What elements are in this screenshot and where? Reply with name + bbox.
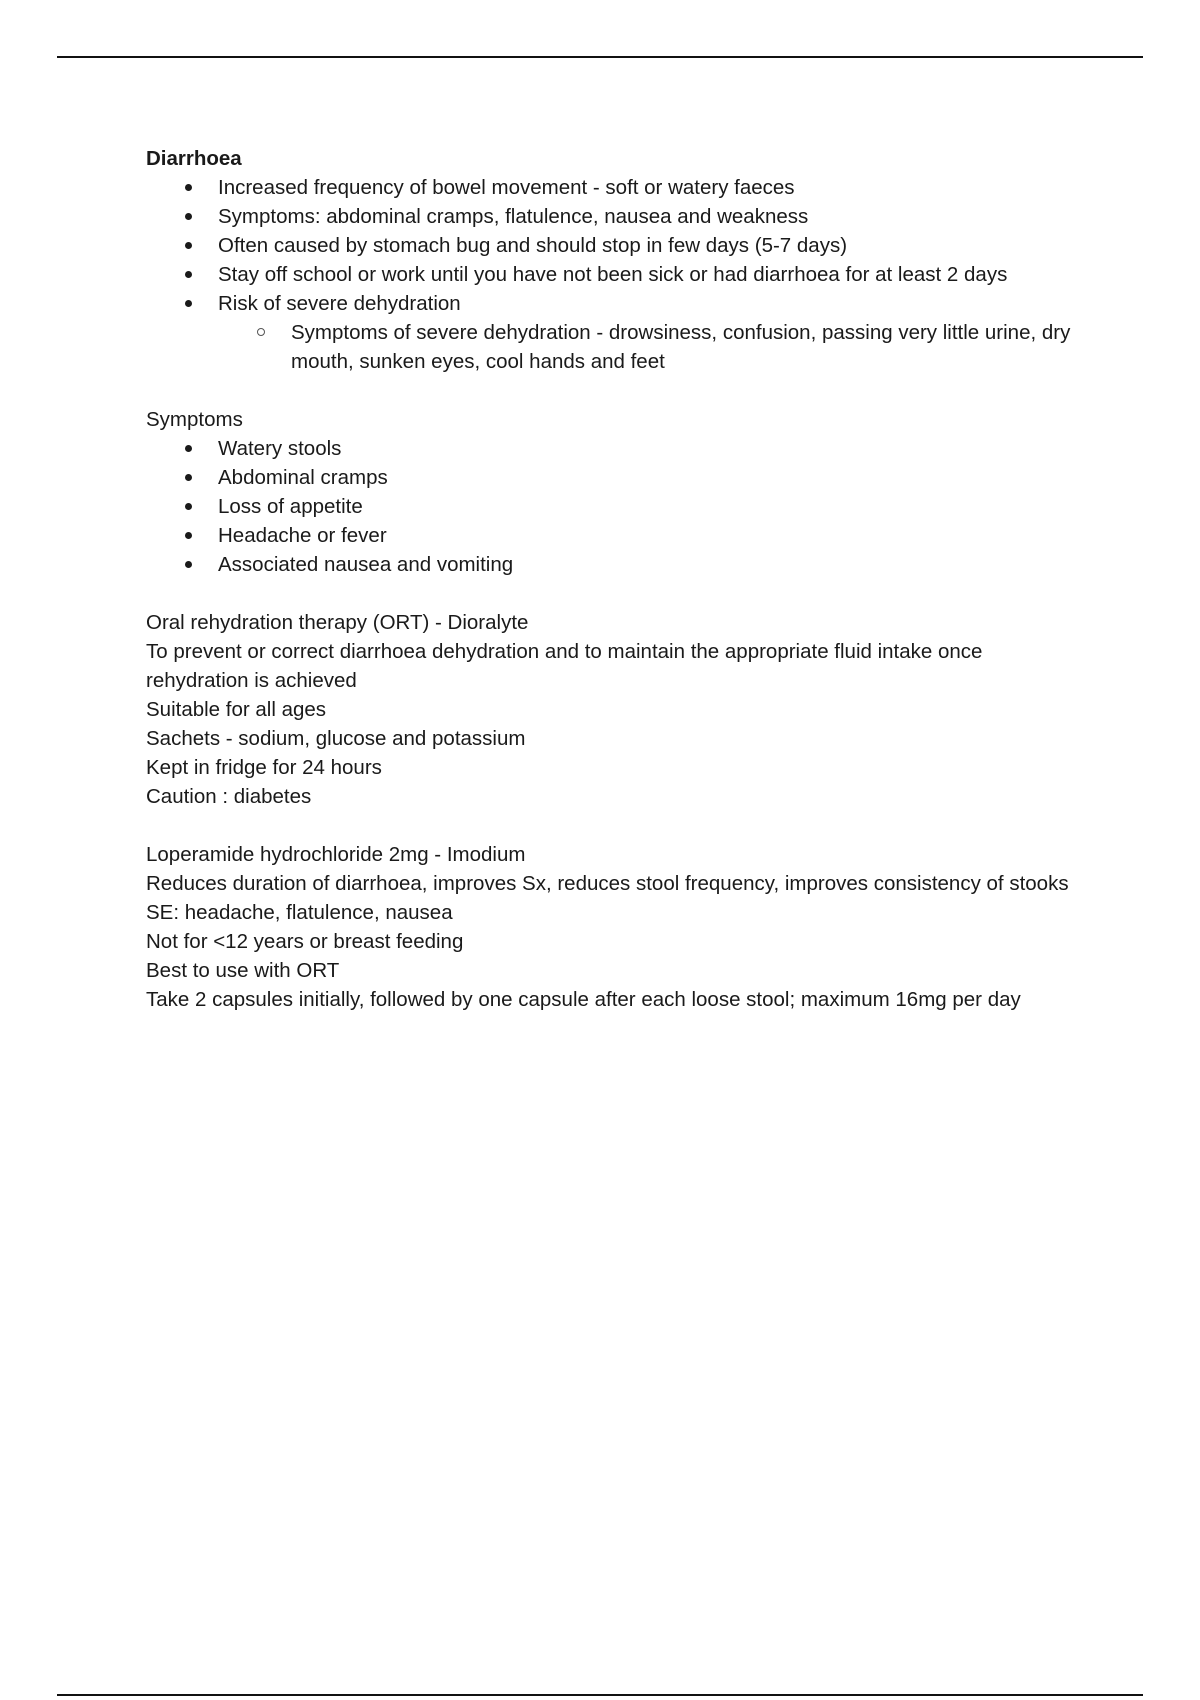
- list-item: Increased frequency of bowel movement - soft or watery faeces: [146, 173, 1086, 202]
- list-item: Often caused by stomach bug and should stop in few days (5-7 days): [146, 231, 1086, 260]
- symptoms-bullet-list: [146, 434, 1086, 579]
- header-rule: [57, 56, 1143, 58]
- list-item: Headache or fever: [146, 521, 1086, 550]
- list-item: Abdominal cramps: [146, 463, 1086, 492]
- ort-line: Kept in fridge for 24 hours: [146, 756, 382, 779]
- list-item: Risk of severe dehydration: [146, 289, 1086, 318]
- diarrhoea-bullet-list: [146, 173, 1086, 318]
- list-item: Symptoms: abdominal cramps, flatulence, nausea and weakness: [146, 202, 1086, 231]
- list-item: Stay off school or work until you have not been sick or had diarrhoea for at least 2 days: [146, 260, 1086, 289]
- ort-line: Suitable for all ages: [146, 698, 327, 721]
- section-heading-ort: Oral rehydration therapy (ORT) - Dioralyte: [146, 611, 529, 634]
- ort-line: Sachets - sodium, glucose and potassium: [146, 727, 526, 750]
- list-item: Associated nausea and vomiting: [146, 550, 1086, 579]
- ort-line: To prevent or correct diarrhoea dehydration and to maintain the appropriate fluid intake once rehydration is achieved: [146, 640, 983, 692]
- ort-line: Caution : diabetes: [146, 785, 312, 808]
- loperamide-line: Not for <12 years or breast feeding: [146, 930, 464, 953]
- dehydration-sub-list: [146, 318, 1086, 376]
- loperamide-line: Reduces duration of diarrhoea, improves Sx, reduces stool frequency, improves consistency of stooks: [146, 872, 1069, 895]
- loperamide-line: Take 2 capsules initially, followed by one capsule after each loose stool; maximum 16mg per day: [146, 988, 1021, 1011]
- list-item: Watery stools: [146, 434, 1086, 463]
- section-heading-diarrhoea: Diarrhoea: [146, 147, 242, 170]
- document-body: [146, 144, 1086, 1014]
- section-heading-loperamide: Loperamide hydrochloride 2mg - Imodium: [146, 843, 526, 866]
- footer-rule: [57, 1694, 1143, 1696]
- loperamide-line: SE: headache, flatulence, nausea: [146, 901, 453, 924]
- loperamide-line: Best to use with ORT: [146, 959, 340, 982]
- sub-list-item: Symptoms of severe dehydration - drowsiness, confusion, passing very little urine, dry mouth, sunken eyes, cool hands and feet: [146, 318, 1086, 376]
- list-item: Loss of appetite: [146, 492, 1086, 521]
- section-heading-symptoms: Symptoms: [146, 408, 243, 431]
